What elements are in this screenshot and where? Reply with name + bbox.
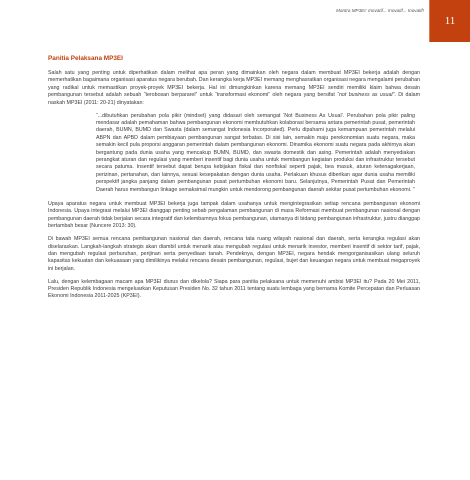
block-quote: “...dibutuhkan perubahan pola pikir (mindset) yang didasari oleh semangat ‘Not Business As Usual’. Perubahan pola pikir paling mendasar adalah pemahaman bahwa pembangunan ekonomi membutuhkan kolaborasi bersama antara pemerintah pusat, pemerintah daerah, BUMN, BUMD dan Swasta (dalam semangat Indonesia Incorporated). Perlu dipahami juga kemampuan pemerintah melalui ABPN dan APBD dalam pembiayaan pembangunan sangat terbatas. Di sisi lain, semakin maju perekonomian suatu negara, maka semakin kecil pula proporsi anggaran pemerintah dalam pembangunan ekonomi. Dinamika ekonomi suatu negara pada akhirnya akan bergantung pada dunia usaha yang mencakup BUMN, BUMD, dan swasta domestik dan asing. Pemerintah adalah menyediakan perangkat aturan dan regulasi yang memberi insentif bagi dunia usaha untuk membangun kegiatan produksi dan infrastruktur tersebut secara patuma. Insentif tersebut dapat berupa kebijakan fiskal dan nonfiskal seperti pajak, bea masuk, aturan ketenagakerjaan, perizinan, pertanahan, dan lainnya, sesuai kesepakatan dengan dunia usaha. Perlakuan khusus diberikan agar dunia usaha memiliki perspektif jangka panjang dalam pembangunan pusat pertumbuhan ekonomi baru. Selanjutnya, Pemerintah Pusat dan Pemerintah Daerah harus membangun linkage semaksimal mungkin untuk mendorong pembangunan daerah sekitar pusat pertumbuhan ekonomi. ” [96, 112, 415, 193]
main-content [48, 55, 420, 306]
running-header: Mantra MP3EI: Inovatif... Inovatif... Inovatif! [336, 8, 424, 13]
paragraph-1 [48, 70, 420, 107]
paragraph-3: Di bawah MP3EI semua rencana pembangunan nasional dan daerah, rencana tata ruang wilayah nasional dan daerah, serta kerangka regulasi akan diselaraskan. Langkah-langkah strategis akan diambil untuk menarik atau mengubah regulasi untuk menarik investor, memberi insentif di sektor tarif, pajak, dan mengubah regulasi perburuhan, perijinan serta penyediaan tanah. Pendeknya, dengan MP3EI, negara hendak mengorganisasikan ulang seluruh kapasitas kekuatan dan kekuasaan yang dimilikinya melalui rencana desain pembangunan, regulasi, bujet dan keuangan negara untuk membuat megaproyek ini berjalan. [48, 236, 420, 272]
paragraph-2: Upaya aparatus negara untuk membuat MP3EI bekerja juga tampak dalam usahanya untuk mengintegrasikan setiap rencana pembangunan ekonomi Indonesia. Upaya integrasi melalui MP3EI dianggap penting sebab pengalaman pembangunan di masa Reformasi membuat pembangunan nasional dengan pembangunan daerah tidak berjalan secara integratif dan kelembamnya fokus pembangunan, utamanya di bidang pembangunan infrastruktur, justru dianggap bertambah besar (Nuncere 2013: 30). [48, 201, 420, 230]
paragraph-1-end: . Di dalam naskah MP3EI (2011: 20-21) dinyatakan: [48, 92, 420, 106]
page-number: 11 [444, 15, 456, 27]
paragraph-4: Lalu, dengan kelembagaan macam apa MP3EI diurus dan dikelola? Siapa para panitia pelaksana untuk memenuhi ambisi MP3EI itu? Pada 20 Mei 2011, Presiden Republik Indonesia mengeluarkan Keputusan Presiden No. 32 tahun 2011 tentang suatu lembaga yang bernama Komite Percepatan dan Perluasan Ekonomi Indonesia 2011-2025 (KP3EI). [48, 278, 420, 300]
page-number-tab [430, 0, 470, 42]
paragraph-1-italic: “not business as usual” [337, 92, 395, 99]
paragraph-1-start: Salah satu yang penting untuk diperhatikan dalam melihat apa peran yang dimainkan oleh negara dalam membuat MP3EI bekerja adalah dengan memerhatikan bagaimana organisasi aparatus negara berubah. Dan kerangka kerja MP3EI memang menghasratkan organisasi negara mengalami perubahan yang radikal untuk memastikan proyek-proyek MP3EI bekerja. Hal ini dimungkinkan karena memang MP3EI sendiri memiliki klaim bahwa desain pembangunan tersebut adalah sebuah “terobosan berpararel” untuk “transformasi ekonomi” oleh negara yang bersifat [48, 70, 420, 99]
section-title: Panitia Pelaksana MP3EI [48, 55, 123, 62]
